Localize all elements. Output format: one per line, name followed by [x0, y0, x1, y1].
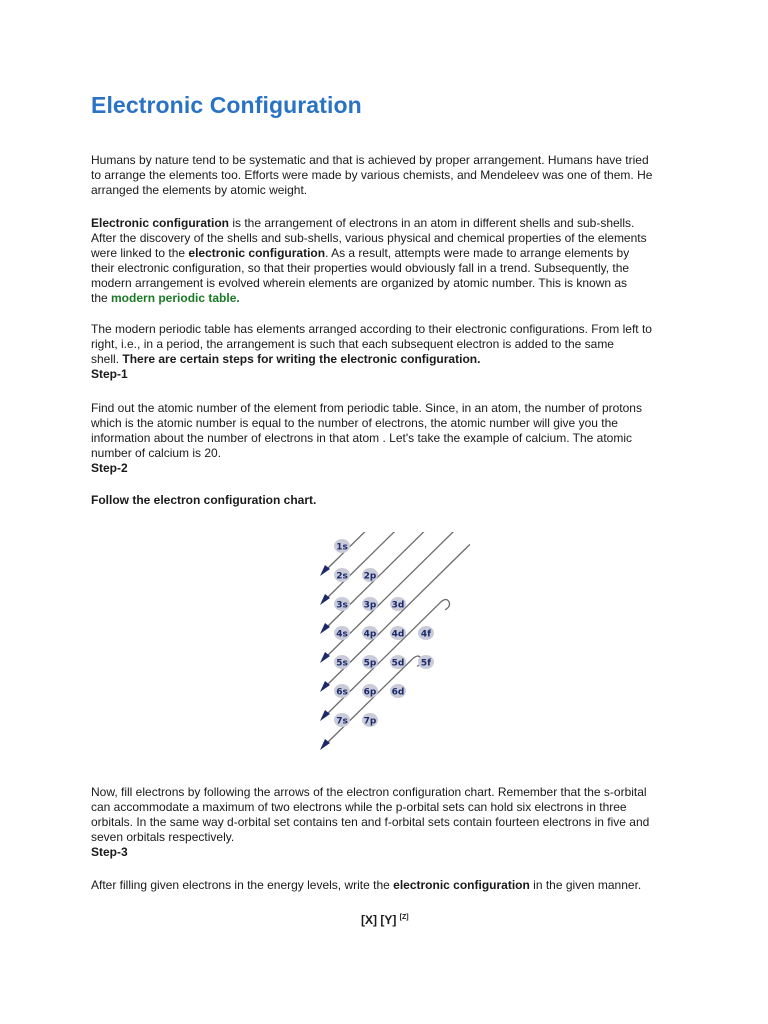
bold-term: electronic configuration [188, 246, 326, 260]
text-span: the [91, 291, 112, 305]
periodic-table-link[interactable]: modern periodic table. [111, 291, 240, 305]
formula-main: [X] [Y] [361, 913, 400, 927]
arrow-head-icon [320, 652, 330, 663]
arrow-curl [440, 600, 450, 610]
text-span: After filling given electrons in the energy levels, write the [91, 878, 394, 892]
arrow-head-icon [320, 623, 330, 634]
orbital-label: 7p [363, 716, 377, 727]
text-line: right, i.e., in a period, the arrangement is such that each subsequent electron is added to the same [91, 337, 614, 351]
arrow-head-icon [320, 710, 330, 721]
bold-sentence: There are certain steps for writing the electronic configuration. [122, 352, 481, 366]
orbital-label: 3d [391, 600, 405, 611]
orbital-label: 3s [336, 600, 348, 611]
orbital-label: 4s [336, 629, 348, 640]
text-line: information about the number of electrons in that atom . Let's take the example of calcium. The atomic [91, 431, 633, 445]
arrow-head-icon [320, 739, 330, 750]
arrow-curl [468, 543, 470, 553]
text-line: their electronic configuration, so that their properties would obviously fall in a trend. Subsequently, the [91, 261, 630, 275]
orbital-label: 2p [363, 571, 377, 582]
orbital-label: 4d [391, 629, 405, 640]
orbital-label: 3p [363, 600, 377, 611]
page-title: Electronic Configuration [91, 92, 362, 118]
orbital-label: 4f [420, 629, 432, 640]
text-line: to arrange the elements too. Efforts were made by various chemists, and Mendeleev was one of them. He [91, 168, 653, 182]
step-2-heading: Step-2 [91, 461, 128, 475]
orbital-label: 5f [420, 658, 432, 669]
arrow-head-icon [320, 594, 330, 605]
diagonal-arrow-line [324, 659, 412, 746]
step-1-paragraph [91, 401, 691, 476]
text-line: can accommodate a maximum of two electrons while the p-orbital sets can hold six electrons in three [91, 800, 627, 814]
orbital-label: 6d [391, 687, 405, 698]
text-line: Follow the electron configuration chart. [91, 493, 317, 507]
step-2-paragraph [91, 493, 691, 508]
text-line: number of calcium is 20. [91, 446, 222, 460]
text-span: shell. [91, 352, 123, 366]
formula-superscript: [Z] [399, 914, 409, 921]
text-line: orbitals. In the same way d-orbital set contains ten and f-orbital sets contain fourteen electrons in five and [91, 815, 650, 829]
text-line: modern arrangement is evolved wherein elements are organized by atomic number. This is known as [91, 276, 628, 290]
orbital-label: 6p [363, 687, 377, 698]
text-line: Find out the atomic number of the element from periodic table. Since, in an atom, the number of protons [91, 401, 642, 415]
step-1-heading: Step-1 [91, 367, 128, 381]
text-line: After the discovery of the shells and sub-shells, various physical and chemical properties of the elements [91, 231, 647, 245]
configuration-formula [361, 913, 409, 927]
text-line: Now, fill electrons by following the arrows of the electron configuration chart. Remember that the s-orbital [91, 785, 647, 799]
step-3-heading: Step-3 [91, 845, 128, 859]
definition-paragraph [91, 216, 691, 306]
diagonal-arrow-line [324, 532, 384, 572]
text-line: Humans by nature tend to be systematic and that is achieved by proper arrangement. Humans have tried [91, 153, 649, 167]
orbital-label: 5d [391, 658, 405, 669]
orbital-label: 6s [336, 687, 348, 698]
text-span: in the given manner. [529, 878, 642, 892]
intro-paragraph [91, 153, 691, 198]
orbital-label: 2s [336, 571, 348, 582]
bold-term: electronic configuration [393, 878, 530, 892]
text-span: . As a result, attempts were made to arrange elements by [325, 246, 630, 260]
orbital-label: 1s [336, 542, 348, 553]
text-line: seven orbitals respectively. [91, 830, 235, 844]
orbital-label: 7s [336, 716, 348, 727]
text-span: is the arrangement of electrons in an atom in different shells and sub-shells. [229, 216, 635, 230]
text-line: The modern periodic table has elements arranged according to their electronic configurations. From left to [91, 322, 652, 336]
text-line: arranged the elements by atomic weight. [91, 183, 308, 197]
orbital-label: 5s [336, 658, 348, 669]
steps-intro-paragraph [91, 322, 691, 382]
orbital-label: 5p [363, 658, 377, 669]
text-span: were linked to the [91, 246, 189, 260]
orbital-label: 4p [363, 629, 377, 640]
step-3-paragraph [91, 878, 691, 893]
arrow-head-icon [320, 565, 330, 576]
arrow-head-icon [320, 681, 330, 692]
fill-paragraph [91, 785, 691, 860]
bold-term: Electronic configuration [91, 216, 230, 230]
text-line: which is the atomic number is equal to the number of electrons, the atomic number will give you the [91, 416, 618, 430]
electron-configuration-chart [310, 532, 470, 762]
